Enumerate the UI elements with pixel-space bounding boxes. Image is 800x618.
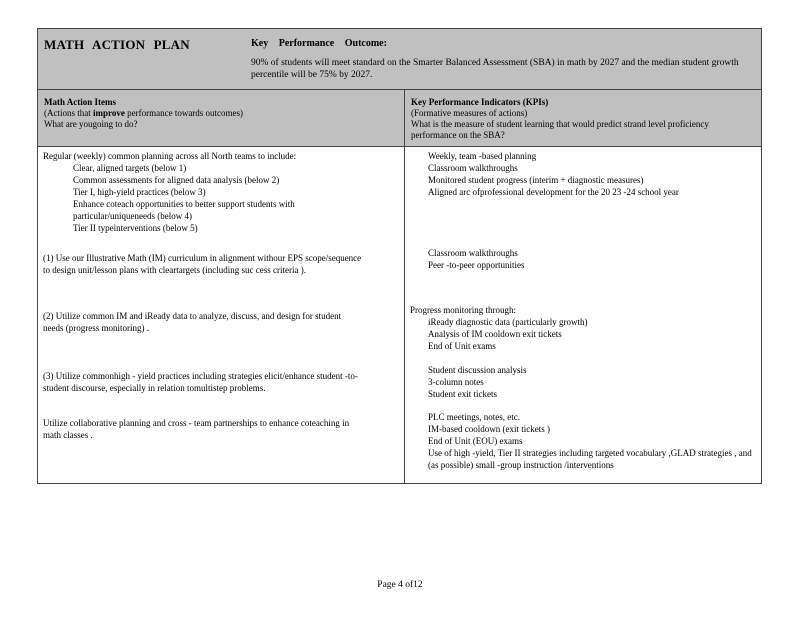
key-performance-outcome-label: Key Performance Outcome: — [251, 38, 387, 49]
list-item: Student exit tickets — [428, 389, 497, 399]
kpi-row-2 — [410, 247, 755, 271]
action-item-row-5: Utilize collaborative planning and cross - team partnerships to enhance coteaching in math classes . — [43, 418, 350, 440]
column-divider — [404, 90, 405, 484]
list-item: Common assessments for aligned data analysis (below 2) — [73, 175, 280, 185]
outcome-statement: 90% of students will meet standard on the Smarter Balanced Assessment (SBA) in math by 2027 and the median student growth percentile will be 75% by 2027. — [251, 58, 739, 80]
header-divider — [37, 146, 762, 147]
action-item-row-1 — [43, 150, 363, 234]
plan-title: MATH ACTION PLAN — [44, 37, 190, 52]
list-item: Clear, aligned targets (below 1) — [73, 163, 187, 173]
right-header-title: Key Performance Indicators (KPIs) — [411, 97, 549, 107]
list-item: Weekly, team -based planning — [428, 151, 537, 161]
list-item: Classroom walkthroughs — [428, 248, 518, 258]
list-item: Classroom walkthroughs — [428, 163, 518, 173]
list-item: End of Unit (EOU) exams — [428, 436, 523, 446]
table-bottom-border — [37, 483, 762, 484]
right-column-header — [411, 97, 756, 141]
kpi-intro: Progress monitoring through: — [410, 305, 516, 315]
action-item-row-4: (3) Utilize commonhigh - yield practices including strategies elicit/enhance student -to-student discourse, especially in relation tomultistep problems. — [43, 371, 358, 393]
list-item: IM-based cooldown (exit tickets ) — [428, 424, 550, 434]
list-item: 3-column notes — [428, 377, 484, 387]
list-item: Use of high -yield, Tier II strategies including targeted vocabulary ,GLAD strategies , and (as possible) small -group instruction /interventions — [428, 448, 752, 470]
left-header-title: Math Action Items — [44, 97, 116, 107]
list-item: Monitored student progress (interim + diagnostic measures) — [428, 175, 644, 185]
right-header-question: What is the measure of student learning that would predict strand level proficiency performance on the SBA? — [411, 119, 709, 140]
action-item-row-2: (1) Use our Illustrative Math (IM) curriculum in alignment withour EPS scope/sequence to design unit/lesson plans with cleartargets (including suc cess criteria ). — [43, 253, 362, 275]
kpi-row-4 — [410, 364, 755, 400]
list-item: End of Unit exams — [428, 341, 496, 351]
right-header-subtitle: (Formative measures of actions) — [411, 108, 528, 118]
left-header-question: What are yougoing to do? — [44, 119, 138, 129]
left-column-header — [44, 97, 399, 130]
left-header-subtitle: (Actions that improve performance towards outcomes) — [44, 108, 244, 118]
header-band — [37, 28, 762, 90]
list-item: Tier II typeinterventions (below 5) — [73, 223, 198, 233]
list-item: PLC meetings, notes, etc. — [428, 412, 520, 422]
list-item: iReady diagnostic data (particularly growth) — [428, 317, 588, 327]
list-item: Tier I, high-yield practices (below 3) — [73, 187, 206, 197]
list-item: Enhance coteach opportunities to better support students with particular/uniqueneeds (below 4) — [73, 199, 295, 221]
page-number: Page 4 of12 — [377, 580, 423, 590]
table-right-border — [761, 146, 762, 484]
column-header-row — [37, 90, 762, 146]
action-item-row-3: (2) Utilize common IM and iReady data to analyze, discuss, and design for student needs (progress monitoring) . — [43, 311, 342, 333]
list-item: Analysis of IM cooldown exit tickets — [428, 329, 562, 339]
table-left-border — [37, 146, 38, 484]
list-item: Student discussion analysis — [428, 365, 527, 375]
kpi-row-5 — [410, 411, 755, 471]
list-item: Peer -to-peer opportunities — [428, 260, 525, 270]
kpi-row-3 — [410, 304, 755, 352]
kpi-row-1 — [410, 150, 755, 198]
action-item-intro: Regular (weekly) common planning across all North teams to include: — [43, 151, 297, 161]
list-item: Aligned arc ofprofessional development for the 20 23 -24 school year — [428, 187, 679, 197]
